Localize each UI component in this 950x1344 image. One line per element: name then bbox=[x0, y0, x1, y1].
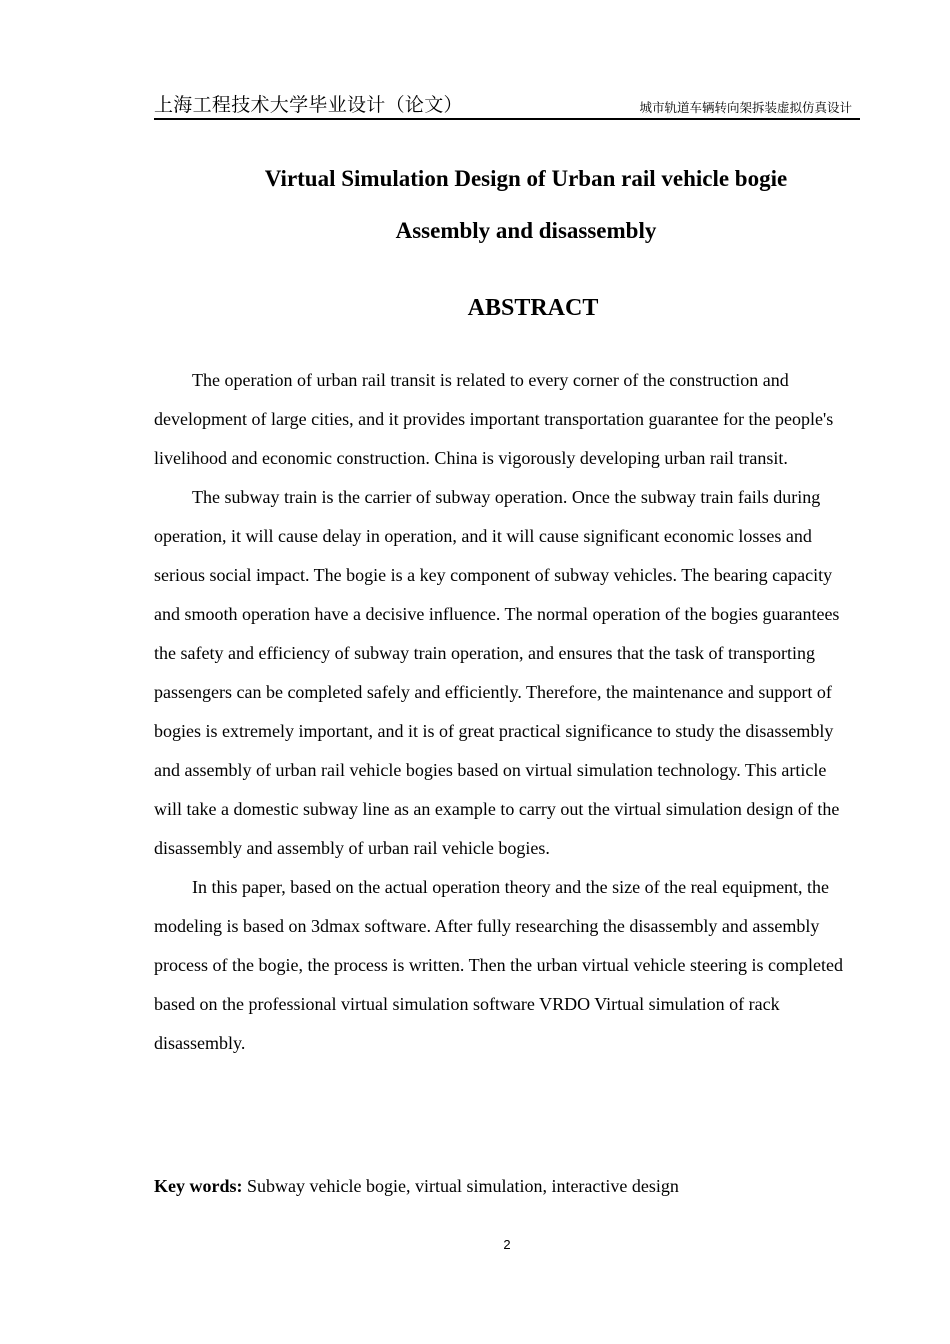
keywords-text: Subway vehicle bogie, virtual simulation, interactive design bbox=[242, 1176, 679, 1196]
abstract-heading: ABSTRACT bbox=[467, 295, 599, 321]
header-university-title: 上海工程技术大学毕业设计（论文） bbox=[154, 94, 463, 116]
keywords-label: Key words: bbox=[154, 1176, 243, 1196]
page-number: 2 bbox=[503, 1237, 511, 1252]
abstract-paragraph-1: The operation of urban rail transit is related to every corner of the construction and development of large cities, and it provides important transportation guarantee for the people's livelihood and economic construction. China is vigorously developing urban rail transit. bbox=[154, 370, 834, 468]
abstract-paragraph-3: In this paper, based on the actual operation theory and the size of the real equipment, the modeling is based on 3dmax software. After fully researching the disassembly and assembly process of the bogie, the process is written. Then the urban virtual vehicle steering is completed based on the professional virtual simulation software VRDO Virtual simulation of rack disassembly. bbox=[154, 877, 843, 1053]
header-thesis-title: 城市轨道车辆转向架拆装虚拟仿真设计 bbox=[639, 100, 852, 115]
keywords-line bbox=[154, 1172, 854, 1200]
paper-title-line-1: Virtual Simulation Design of Urban rail vehicle bogie bbox=[264, 166, 788, 191]
abstract-body bbox=[154, 361, 850, 1063]
abstract-paragraph-2: The subway train is the carrier of subway operation. Once the subway train fails during operation, it will cause delay in operation, and it will cause significant economic losses and serious social impact. The bogie is a key component of subway vehicles. The bearing capacity and smooth operation have a decisive influence. The normal operation of the bogies guarantees the safety and efficiency of subway train operation, and ensures that the task of transporting passengers can be completed safely and efficiently. Therefore, the maintenance and support of bogies is extremely important, and it is of great practical significance to study the disassembly and assembly of urban rail vehicle bogies based on virtual simulation technology. This article will take a domestic subway line as an example to carry out the virtual simulation design of the disassembly and assembly of urban rail vehicle bogies. bbox=[154, 487, 840, 858]
running-header bbox=[154, 88, 860, 120]
paper-title-line-2: Assembly and disassembly bbox=[395, 218, 657, 243]
